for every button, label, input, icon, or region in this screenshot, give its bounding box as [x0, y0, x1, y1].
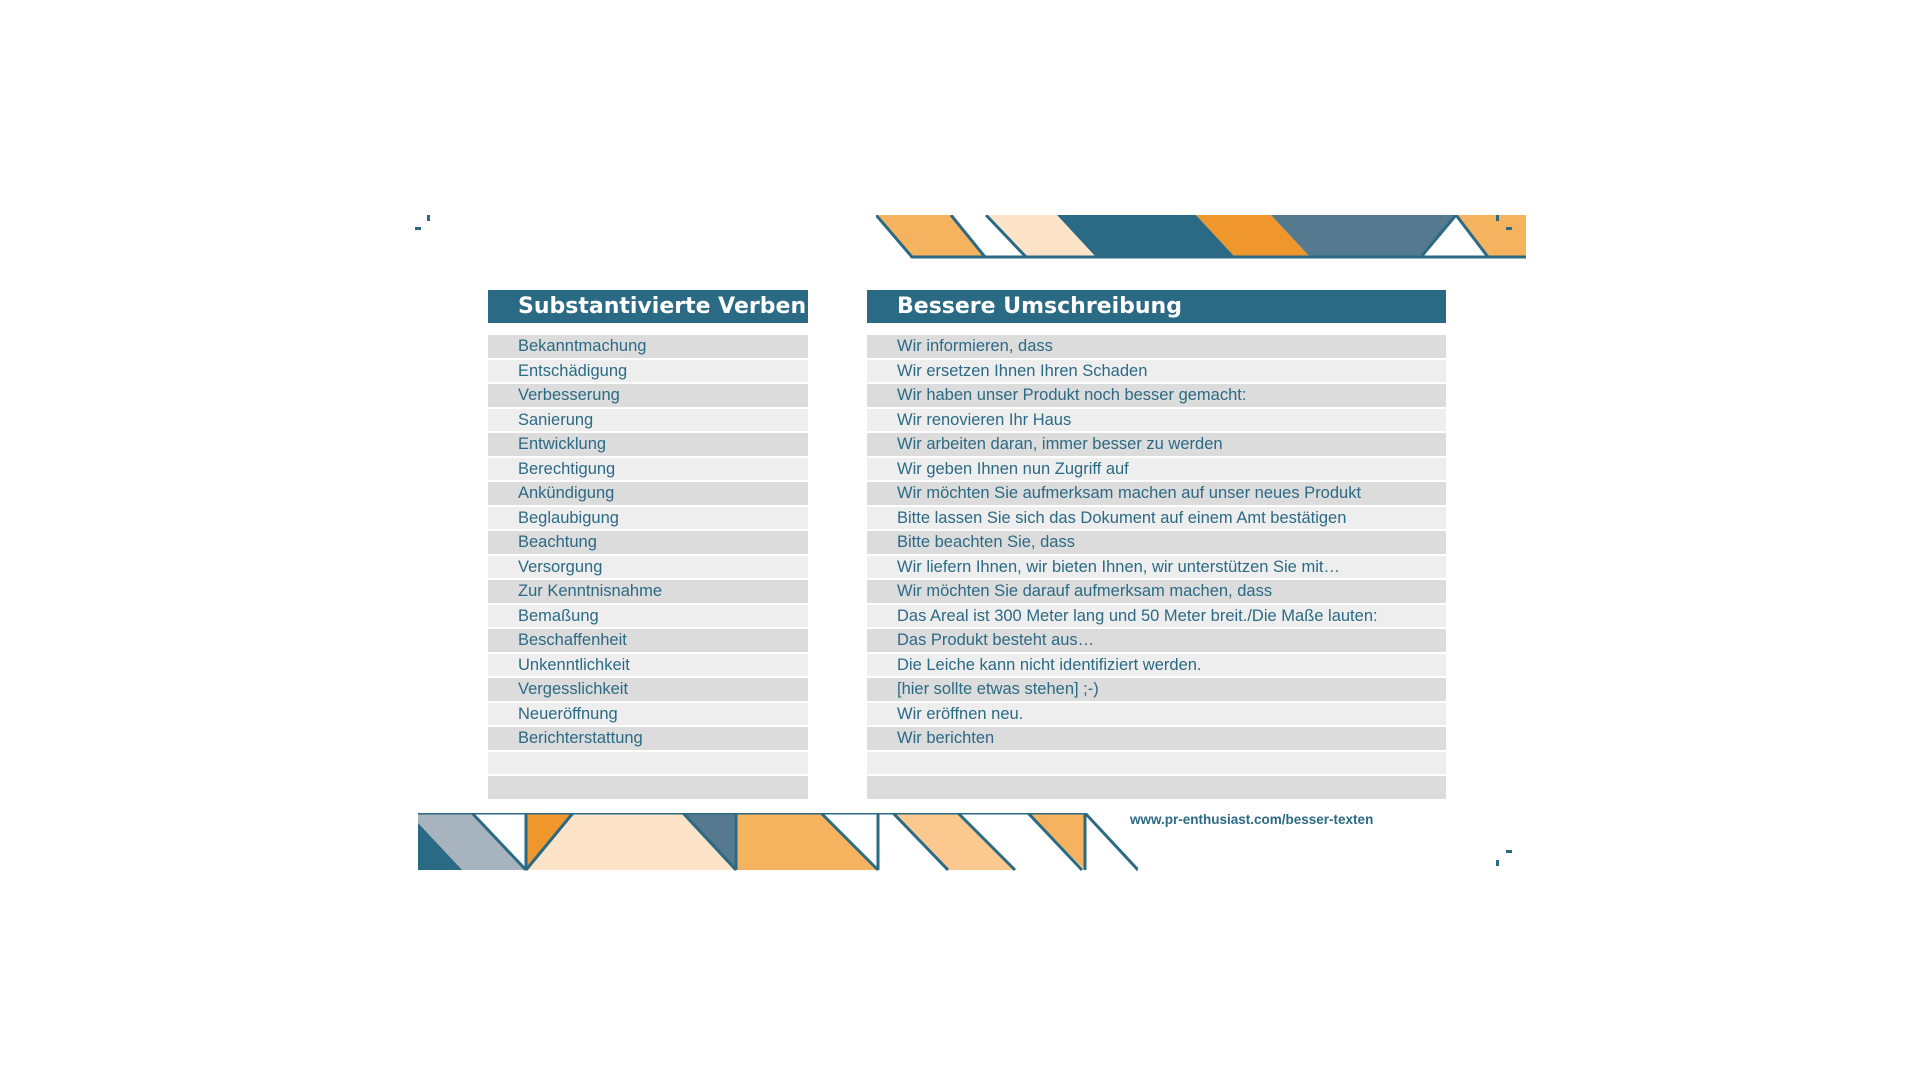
corner-mark-bottom-right [1496, 850, 1512, 866]
left-table-row: Beglaubigung [488, 507, 808, 530]
left-table-row: Unkenntlichkeit [488, 654, 808, 677]
left-table-row: Beachtung [488, 531, 808, 554]
right-table-row: Wir möchten Sie darauf aufmerksam machen, dass [867, 580, 1446, 603]
left-table-row: Berechtigung [488, 458, 808, 481]
right-table-row: Wir geben Ihnen nun Zugriff auf [867, 458, 1446, 481]
left-table-row: Verbesserung [488, 384, 808, 407]
left-table-row: Berichterstattung [488, 727, 808, 750]
left-table-row: Entwicklung [488, 433, 808, 456]
left-table-row: Beschaffenheit [488, 629, 808, 652]
right-table-row: [hier sollte etwas stehen] ;-) [867, 678, 1446, 701]
right-table-row: Bitte lassen Sie sich das Dokument auf einem Amt bestätigen [867, 507, 1446, 530]
left-table-row [488, 752, 808, 775]
right-column-header: Bessere Umschreibung [867, 290, 1446, 323]
left-table-row: Neueröffnung [488, 703, 808, 726]
left-table-row: Vergesslichkeit [488, 678, 808, 701]
right-table-row: Wir liefern Ihnen, wir bieten Ihnen, wir unterstützen Sie mit… [867, 556, 1446, 579]
left-table-row: Entschädigung [488, 360, 808, 383]
right-table-row: Wir berichten [867, 727, 1446, 750]
right-table-row: Wir haben unser Produkt noch besser gemacht: [867, 384, 1446, 407]
right-table-row: Wir renovieren Ihr Haus [867, 409, 1446, 432]
right-table-row [867, 752, 1446, 775]
corner-mark-top-right [1496, 215, 1512, 231]
bottom-decorative-band [418, 813, 1138, 873]
right-table-row: Wir informieren, dass [867, 335, 1446, 358]
right-table-row: Das Areal ist 300 Meter lang und 50 Meter breit./Die Maße lauten: [867, 605, 1446, 628]
corner-mark-top-left [415, 215, 431, 231]
top-decorative-band [876, 215, 1526, 261]
right-table-row [867, 776, 1446, 799]
left-table-row: Zur Kenntnisnahme [488, 580, 808, 603]
footer-url[interactable]: www.pr-enthusiast.com/besser-texten [1130, 812, 1374, 827]
left-table-row: Ankündigung [488, 482, 808, 505]
right-table-row: Das Produkt besteht aus… [867, 629, 1446, 652]
right-table-row: Wir ersetzen Ihnen Ihren Schaden [867, 360, 1446, 383]
right-table-row: Die Leiche kann nicht identifiziert werden. [867, 654, 1446, 677]
right-table-row: Wir arbeiten daran, immer besser zu werden [867, 433, 1446, 456]
right-column-list [867, 335, 1446, 801]
left-table-row: Bekanntmachung [488, 335, 808, 358]
right-table-row: Wir eröffnen neu. [867, 703, 1446, 726]
left-column-list [488, 335, 808, 801]
left-table-row: Versorgung [488, 556, 808, 579]
left-table-row [488, 776, 808, 799]
right-table-row: Wir möchten Sie aufmerksam machen auf unser neues Produkt [867, 482, 1446, 505]
left-table-row: Sanierung [488, 409, 808, 432]
right-table-row: Bitte beachten Sie, dass [867, 531, 1446, 554]
left-table-row: Bemaßung [488, 605, 808, 628]
left-column-header: Substantivierte Verben [488, 290, 808, 323]
